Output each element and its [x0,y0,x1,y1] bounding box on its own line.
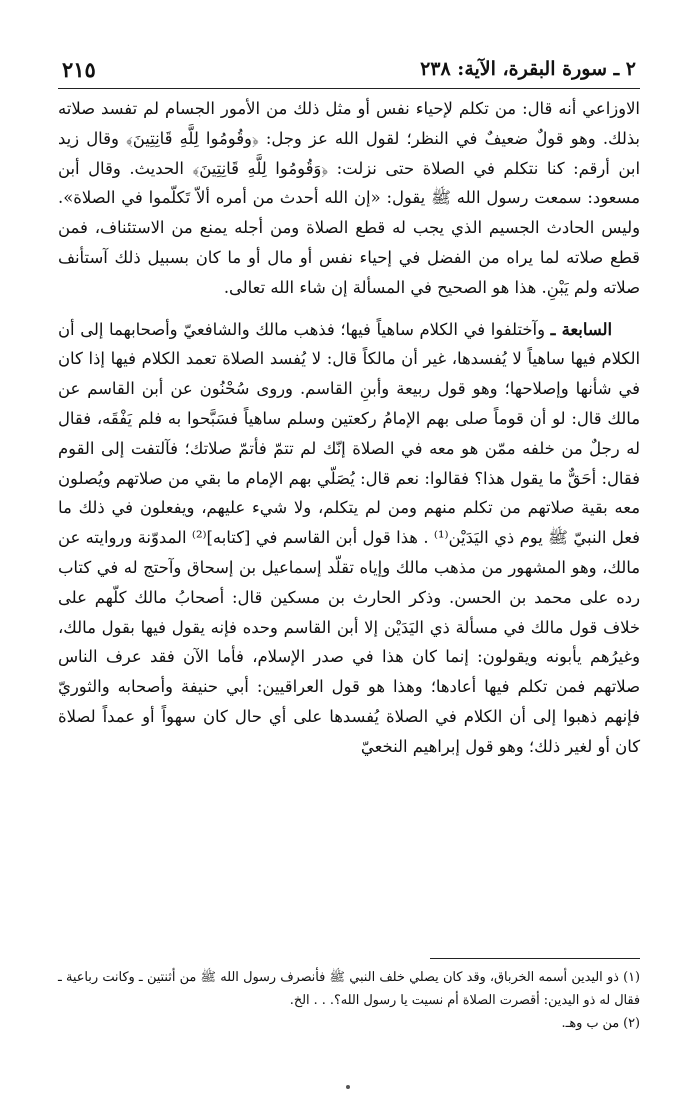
paragraph-text: الاوزاعي أنه قال: من تكلم لإحياء نفس أو مثل ذلك من الأمور الجسام لم تفسد صلاته بذلك. وهو قولٌ ضعيفٌ في النظر؛ لقول الله عز وجل: ﴿وقُومُوا لِلَّهِ قَانِتِينَ﴾ وقال زيد ابن أرقم: كنا نتكلم في الصلاة حتى نزلت: ﴿وَقُومُوا لِلَّهِ قَانِتِينَ﴾ الحديث. وقال أبن مسعود: سمعت رسول الله ﷺ يقول: «إن الله أحدث من أمره ألاّ تَكلّموا في الصلاة». وليس الحادث الجسيم الذي يجب له قطع الصلاة ومن أجله يمنع من الاستئناف، فمن قطع صلاته لما يراه من الفضل في إحياء نفس أو مال أو ما كان بسبيل ذلك آستأنف صلاته ولم يَبْنِ. هذا هو الصحيح في المسألة إن شاء الله تعالى. [58,99,640,297]
footnote-1: (١) ذو اليدين أسمه الخرباق، وقد كان يصلي خلف النبي ﷺ فأنصرف رسول الله ﷺ من أثنتين ـ وكانت رباعية ـ فقال له ذو اليدين: أقصرت الصلاة أم نسيت يا رسول الله؟. . . الخ. [58,970,640,1008]
paragraph-seventh-issue [58,315,640,762]
running-title: ٢ ـ سورة البقرة، الآية: ٢٣٨ [420,58,636,80]
header-divider [58,88,640,89]
page-number: ٢١٥ [62,56,96,82]
main-text [58,94,640,762]
paragraph-continuation [58,94,640,303]
footnote-divider [430,958,640,959]
page-header [62,52,636,86]
footnotes [58,966,640,1035]
paragraph-gap [58,303,640,315]
paragraph-text: وآختلفوا في الكلام ساهياً فيها؛ فذهب مالك والشافعيّ وأصحابهما إلى أن الكلام فيها ساهياً لا يُفسدها، غير أن مالكاً قال: لا يُفسد الصلاة تعمد الكلام فيها إذا كان في شأنها وإصلاحها؛ وهو قول ربيعة وأبنِ القاسم. وروى سُحْنُون عن أبن القاسم عن مالك قال: لو أن قوماً صلى بهم الإمامُ ركعتين وسلم ساهياً فسَبَّحوا به فلم يَفْقَه، فقال له رجلٌ من خلفه ممّن هو معه في الصلاة إنّك لم تتمّ فأتمّ صلاتك؛ فآلتفت إلى القوم فقال: أحَقٌّ ما يقول هذا؟ فقالوا: نعم قال: يُصَلّي بهم الإمام ما بقي من صلاتهم ويُصلون معه بقية صلاتهم من تكلم منهم ومن لم يتكلم، ولا شيء عليهم، ويفعلون في ذلك ما فعل النبيّ ﷺ يوم ذي اليَدَيْن⁽¹⁾ . هذا قول أبن القاسم في [كتابه]⁽²⁾ المدوّنة وروايته عن مالك، وهو المشهور من مذهب مالك وإياه تقلّد إسماعيل بن إسحاق وآحتج له في كتاب رده على محمد بن الحسن. وذكر الحارث بن مسكين قال: أصحابُ مالك كلّهم على خلاف قول مالك في مسألة ذي اليَدَيْن إلا أبن القاسم وحده فإنه يقول فيها بقول مالك، وغيرُهم يأبونه ويقولون: إنما كان هذا في صدر الإسلام، فأما الآن فقد عرف الناس صلاتهم فمن تكلم فيها أعادها؛ وهذا هو قول العراقيين: أبي حنيفة وأصحابه والثوريّ فإنهم ذهبوا إلى أن الكلام في الصلاة يُفسدها على أي حال كان سهواً أو عمداً لصلاة كان أو لغير ذلك؛ وهو قول إبراهيم النخعيّ [58,319,640,756]
footnote-2: (٢) من ب وهـ. [561,1016,640,1031]
print-mark [346,1085,350,1089]
section-lead-word: السابعة ـ [550,319,613,339]
